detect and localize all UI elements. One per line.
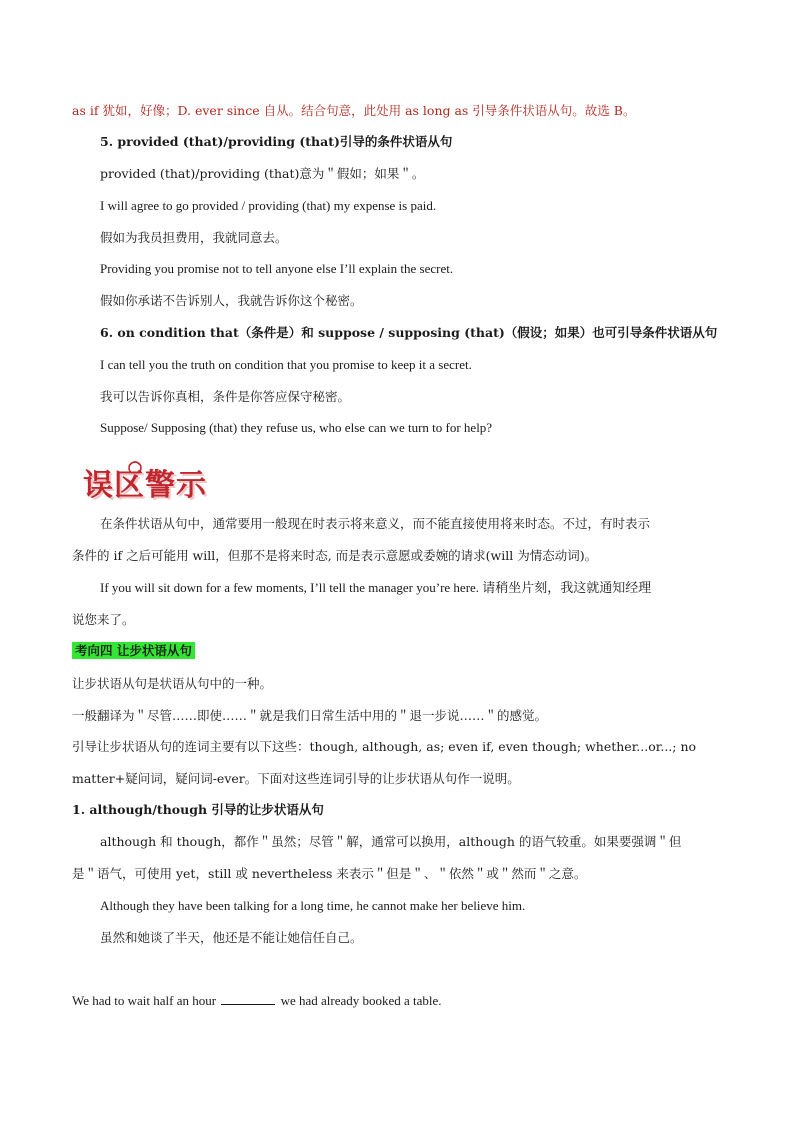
section-heading-5: 5. provided (that)/providing (that)引导的条件状语从句 (100, 134, 453, 149)
warning-logo (77, 458, 215, 502)
example-sentence: I can tell you the truth on condition that you promise to keep it a secret. (100, 357, 472, 372)
exercise-question (72, 992, 442, 1010)
question-part-2: we had already booked a table. (280, 993, 442, 1008)
example-sentence: Providing you promise not to tell anyone else I’ll explain the secret. (100, 261, 454, 276)
paragraph-line: 一般翻译为＂尽管……即使……＂就是我们日常生活中用的＂退一步说……＂的感觉。 (72, 708, 548, 723)
paragraph-line: 在条件状语从句中，通常要用一般现在时表示将来意义，而不能直接使用将来时态。不过，有时表示 (100, 516, 651, 531)
section-title-highlight (72, 642, 195, 660)
example-translation: 假如你承诺不告诉别人，我就告诉你这个秘密。 (100, 293, 363, 308)
example-sentence: Although they have been talking for a long time, he cannot make her believe him. (100, 898, 526, 913)
section-heading-6: 6. on condition that（条件是）和 suppose / supposing (that)（假设；如果）也可引导条件状语从句 (100, 325, 718, 340)
example-sentence: Suppose/ Supposing (that) they refuse us, who else can we turn to for help? (100, 420, 493, 435)
example-translation: 我可以告诉你真相，条件是你答应保守秘密。 (100, 389, 351, 404)
paragraph-line: matter+疑问词，疑问词-ever。下面对这些连词引导的让步状语从句作一说明。 (72, 771, 520, 786)
paragraph-line: although 和 though，都作＂虽然；尽管＂解，通常可以换用，although 的语气较重。如果要强调＂但 (100, 834, 682, 849)
example-translation: 虽然和她谈了半天，他还是不能让她信任自己。 (100, 930, 363, 945)
answer-explanation: as if 犹如，好像；D. ever since 自从。结合句意，此处用 as long as 引导条件状语从句。故选 B。 (72, 103, 636, 118)
example-translation: 假如为我员担费用，我就同意去。 (100, 230, 288, 245)
highlighted-title: 考向四 让步状语从句 (72, 642, 195, 659)
answer-blank (221, 992, 275, 1005)
paragraph-line: 引导让步状语从句的连词主要有以下这些：though, although, as; even if, even though; whether...or...; no (72, 739, 697, 754)
paragraph-line: 让步状语从句是状语从句中的一种。 (72, 676, 273, 691)
question-part-1: We had to wait half an hour (72, 993, 217, 1008)
paragraph-line: 条件的 if 之后可能用 will，但那不是将来时态, 而是表示意愿或委婉的请求(will 为情态动词)。 (72, 548, 598, 563)
example-sentence: I will agree to go provided / providing (that) my expense is paid. (100, 198, 437, 213)
warning-logo-text: 误区警示 (83, 468, 207, 503)
paragraph-line: 说您来了。 (72, 612, 135, 627)
section-heading-1: 1. although/though 引导的让步状语从句 (72, 802, 324, 817)
paragraph-line: 是＂语气，可使用 yet，still 或 nevertheless 来表示＂但是＂、＂依然＂或＂然而＂之意。 (72, 866, 587, 881)
definition-text: provided (that)/providing (that)意为＂假如；如果＂。 (100, 166, 425, 181)
example-sentence: If you will sit down for a few moments, I’ll tell the manager you’re here. 请稍坐片刻，我这就通知经理 (100, 580, 652, 595)
